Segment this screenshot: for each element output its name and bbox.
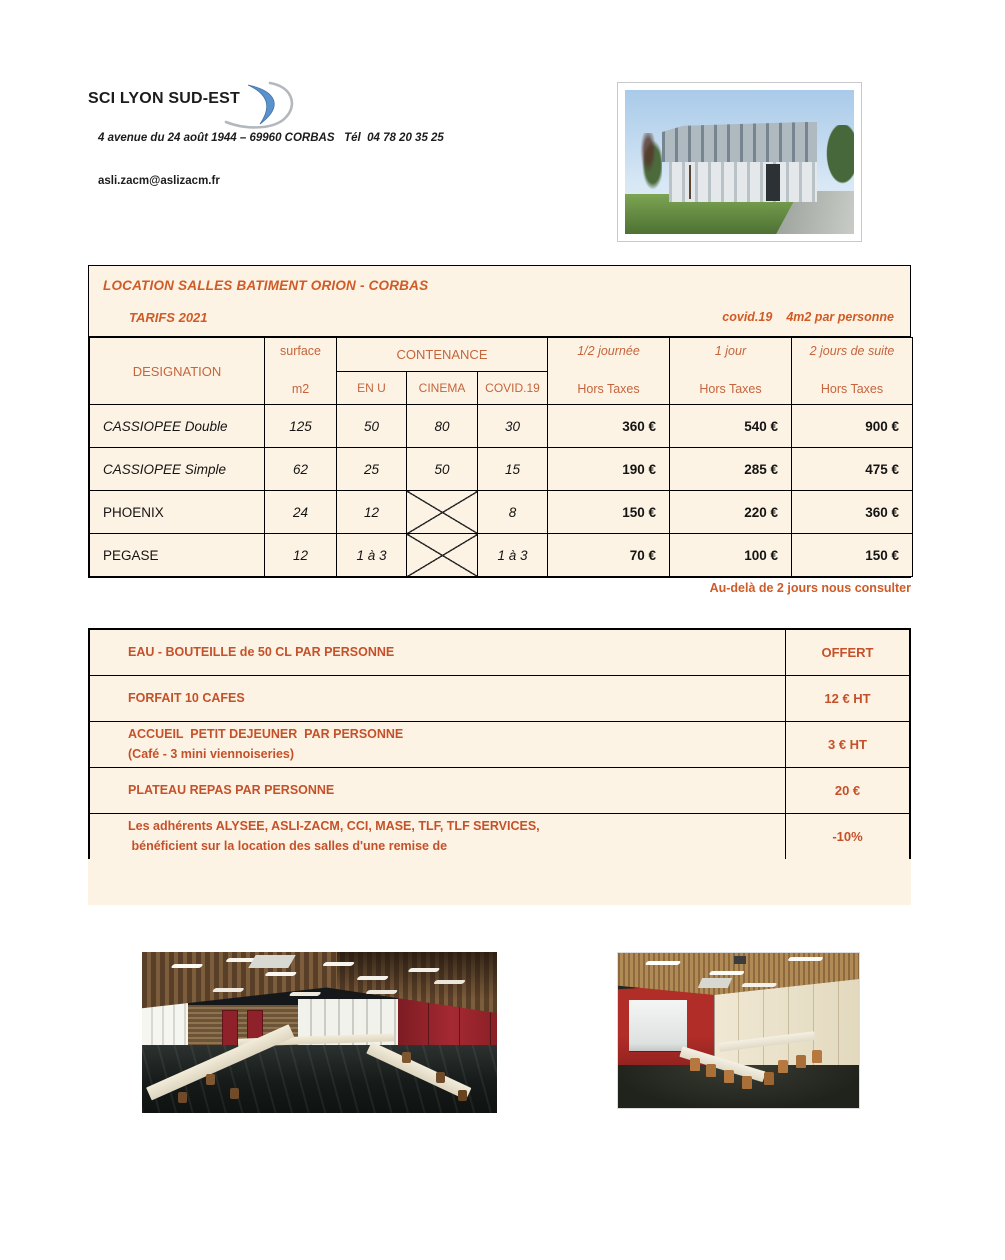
company-name: SCI LYON SUD-EST [88, 90, 240, 107]
surface-value: 24 [265, 491, 337, 534]
extra-label [90, 676, 786, 722]
col-header-one-day [670, 338, 792, 405]
one-day-price: 540 € [670, 405, 792, 448]
room-name: PEGASE [90, 534, 265, 577]
table-row-cassiopee-double [90, 405, 913, 448]
glass-building [662, 122, 818, 203]
en-u-value: 12 [337, 491, 407, 534]
extra-label-line2: (Café - 3 mini viennoiseries) [128, 746, 295, 761]
col-header-half-day [548, 338, 670, 405]
en-u-value: 50 [337, 405, 407, 448]
extras-row-water [90, 630, 910, 676]
pricing-title: LOCATION SALLES BATIMENT ORION - CORBAS [103, 278, 429, 293]
hors-taxes-label: Hors Taxes [577, 382, 640, 396]
col-header-en-u: EN U [337, 372, 407, 405]
extras-row-member-discount [90, 814, 910, 860]
building-photo-frame [617, 82, 862, 242]
extra-price: 3 € HT [786, 722, 910, 768]
cream-spacer-band [88, 859, 911, 905]
room-name: CASSIOPEE Double [90, 405, 265, 448]
extras-pricing-table [88, 628, 911, 861]
cinema-value: 50 [407, 448, 478, 491]
small-meeting-room-photo [617, 952, 860, 1109]
building-lower-glass [669, 162, 817, 202]
two-days-price: 150 € [792, 534, 913, 577]
extra-label-line1: PLATEAU REPAS PAR PERSONNE [128, 782, 335, 797]
en-u-value: 25 [337, 448, 407, 491]
col-header-cinema: CINEMA [407, 372, 478, 405]
ceiling-lights [645, 961, 681, 965]
surface-value: 62 [265, 448, 337, 491]
extra-label-line2: bénéficient sur la location des salles d'une remise de [128, 838, 448, 853]
tree [824, 125, 854, 188]
covid-value: 30 [478, 405, 548, 448]
extra-price: 12 € HT [786, 676, 910, 722]
extra-label-line1: EAU - BOUTEILLE de 50 CL PAR PERSONNE [128, 644, 395, 659]
company-email: asli.zacm@aslizacm.fr [98, 175, 220, 187]
large-meeting-room-photo [142, 952, 497, 1113]
covid-text: 4m2 par personne [786, 310, 894, 324]
surface-label: surface [280, 344, 321, 358]
surface-unit-label: m2 [291, 382, 310, 396]
covid-value: 15 [478, 448, 548, 491]
extra-label-line1: Les adhérents ALYSEE, ASLI-ZACM, CCI, MASE, TLF, TLF SERVICES, [128, 819, 540, 834]
en-u-value: 1 à 3 [337, 534, 407, 577]
extra-label-line1: FORFAIT 10 CAFES [128, 690, 245, 705]
room-name: CASSIOPEE Simple [90, 448, 265, 491]
ceiling-shadow [337, 952, 497, 1000]
col-header-contenance: CONTENANCE [337, 338, 548, 372]
room-name: PHOENIX [90, 491, 265, 534]
cinema-value-crossed-out [407, 534, 478, 577]
half-day-price: 360 € [548, 405, 670, 448]
two-days-label: 2 jours de suite [809, 344, 895, 358]
one-day-price: 285 € [670, 448, 792, 491]
hors-taxes-label: Hors Taxes [820, 382, 884, 396]
extra-label [90, 630, 786, 676]
half-day-price: 190 € [548, 448, 670, 491]
consult-us-footnote: Au-delà de 2 jours nous consulter [709, 581, 911, 595]
hors-taxes-label: Hors Taxes [699, 382, 762, 396]
room-rental-pricing-table [88, 265, 911, 578]
projection-screen [629, 1000, 687, 1051]
table-row-cassiopee-simple [90, 448, 913, 491]
extras-row-coffee [90, 676, 910, 722]
building-upper-glass [662, 122, 818, 162]
extras-row-breakfast [90, 722, 910, 768]
cinema-value-crossed-out [407, 491, 478, 534]
extra-price: OFFERT [786, 630, 910, 676]
pricing-season: TARIFS 2021 [129, 310, 208, 325]
logo-swoosh-icon [224, 80, 300, 130]
table-row-pegase [90, 534, 913, 577]
chairs [206, 1074, 215, 1085]
ceiling-lights [170, 964, 203, 968]
one-day-label: 1 jour [714, 344, 747, 358]
half-day-price: 150 € [548, 491, 670, 534]
building-entrance [766, 164, 780, 201]
extra-label-line1: ACCUEIL PETIT DEJEUNER PAR PERSONNE [128, 727, 404, 742]
half-day-price: 70 € [548, 534, 670, 577]
col-header-two-days [792, 338, 913, 405]
ac-unit [248, 955, 296, 968]
surface-value: 12 [265, 534, 337, 577]
two-days-price: 360 € [792, 491, 913, 534]
extra-price: 20 € [786, 768, 910, 814]
covid-note [722, 310, 894, 325]
ac-unit [698, 978, 732, 988]
extra-price: -10% [786, 814, 910, 860]
col-header-covid19: COVID.19 [478, 372, 548, 405]
half-day-label: 1/2 journée [577, 344, 640, 358]
col-header-designation: DESIGNATION [90, 338, 265, 405]
pricing-title-block [89, 266, 910, 337]
company-address: 4 avenue du 24 août 1944 – 69960 CORBAS Tél 04 78 20 35 25 [98, 132, 444, 144]
one-day-price: 100 € [670, 534, 792, 577]
red-door [222, 1010, 238, 1050]
col-header-surface [265, 338, 337, 405]
projector [734, 956, 746, 964]
two-days-price: 900 € [792, 405, 913, 448]
extra-label [90, 722, 786, 768]
extra-label [90, 814, 786, 860]
tree [639, 133, 662, 191]
extras-row-meal-tray [90, 768, 910, 814]
chairs [690, 1058, 700, 1071]
surface-value: 125 [265, 405, 337, 448]
one-day-price: 220 € [670, 491, 792, 534]
covid-value: 8 [478, 491, 548, 534]
two-days-price: 475 € [792, 448, 913, 491]
covid-prefix: covid.19 [722, 310, 773, 324]
cinema-value: 80 [407, 405, 478, 448]
covid-value: 1 à 3 [478, 534, 548, 577]
sapling [689, 165, 691, 200]
building-photo [625, 90, 854, 234]
extra-label [90, 768, 786, 814]
table-row-phoenix [90, 491, 913, 534]
